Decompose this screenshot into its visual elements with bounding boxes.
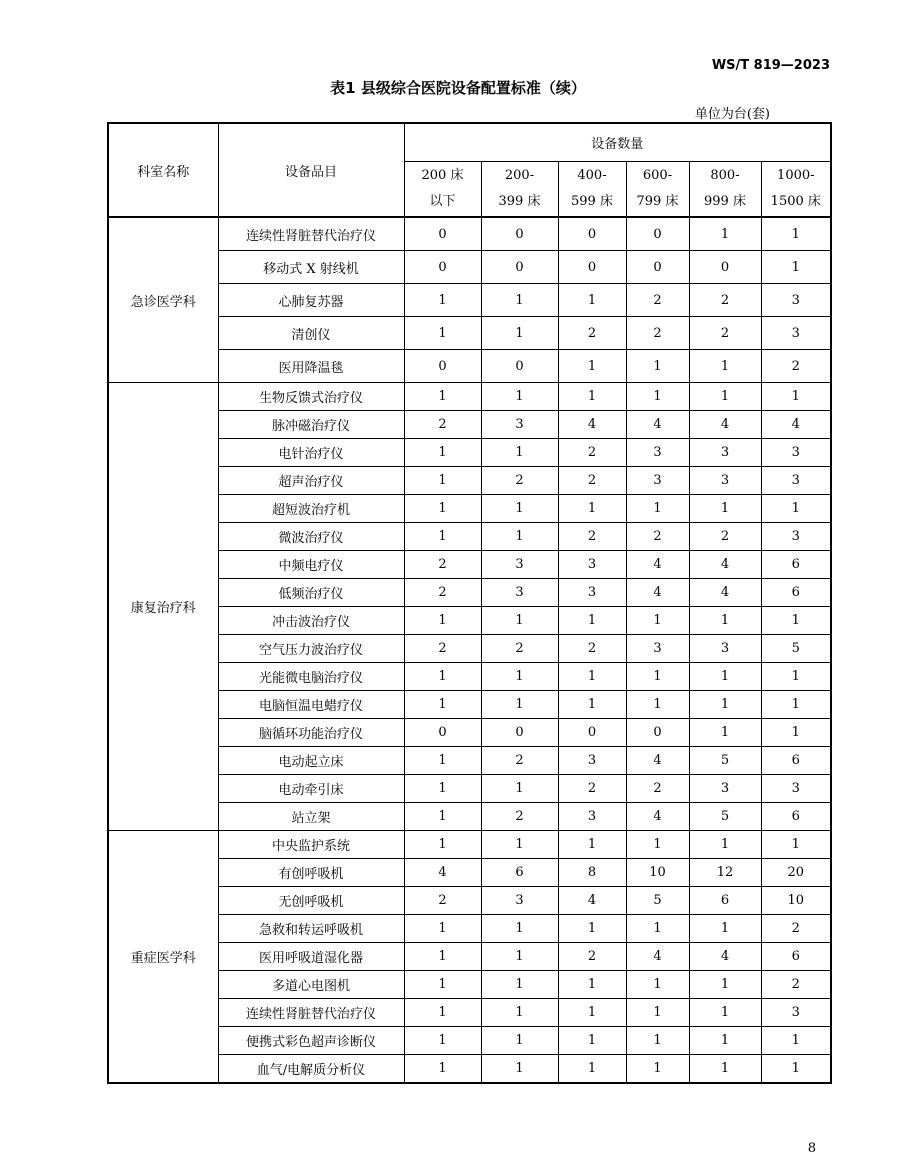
quantity-cell: 1	[626, 691, 689, 719]
quantity-cell: 1	[558, 663, 626, 691]
quantity-cell: 1	[689, 495, 761, 523]
header-bed-range-line: 799 床	[636, 194, 679, 209]
quantity-cell: 2	[558, 317, 626, 350]
header-item: 设备品目	[218, 123, 404, 217]
quantity-cell: 1	[481, 439, 558, 467]
quantity-cell: 1	[481, 775, 558, 803]
quantity-cell: 4	[761, 411, 831, 439]
header-bed-range-line: 1000-	[777, 168, 815, 183]
item-cell: 无创呼吸机	[218, 887, 404, 915]
quantity-cell: 1	[689, 607, 761, 635]
quantity-cell: 3	[481, 579, 558, 607]
quantity-cell: 3	[558, 551, 626, 579]
quantity-cell: 0	[481, 217, 558, 251]
quantity-cell: 2	[626, 284, 689, 317]
quantity-cell: 6	[761, 579, 831, 607]
quantity-cell: 1	[626, 607, 689, 635]
quantity-cell: 1	[626, 350, 689, 383]
quantity-cell: 2	[626, 317, 689, 350]
quantity-cell: 1	[761, 495, 831, 523]
quantity-cell: 1	[481, 691, 558, 719]
page-number: 8	[807, 1141, 816, 1156]
header-bed-range	[626, 162, 689, 218]
quantity-cell: 1	[626, 495, 689, 523]
quantity-cell: 1	[689, 663, 761, 691]
quantity-cell: 1	[626, 1027, 689, 1055]
quantity-cell: 2	[689, 284, 761, 317]
quantity-cell: 2	[558, 439, 626, 467]
quantity-cell: 1	[404, 803, 481, 831]
item-cell: 电动起立床	[218, 747, 404, 775]
quantity-cell: 1	[626, 383, 689, 411]
quantity-cell: 1	[404, 943, 481, 971]
quantity-cell: 0	[626, 251, 689, 284]
quantity-cell: 2	[761, 915, 831, 943]
quantity-cell: 1	[761, 607, 831, 635]
item-cell: 超短波治疗机	[218, 495, 404, 523]
quantity-cell: 1	[481, 831, 558, 859]
quantity-cell: 1	[558, 284, 626, 317]
quantity-cell: 1	[761, 719, 831, 747]
quantity-cell: 2	[481, 635, 558, 663]
quantity-cell: 3	[558, 579, 626, 607]
quantity-cell: 2	[689, 523, 761, 551]
quantity-cell: 1	[404, 284, 481, 317]
quantity-cell: 1	[481, 999, 558, 1027]
quantity-cell: 0	[558, 217, 626, 251]
header-bed-range-line: 200 床	[421, 168, 464, 183]
quantity-cell: 0	[626, 719, 689, 747]
quantity-cell: 3	[689, 775, 761, 803]
header-bed-range-line: 999 床	[704, 194, 746, 209]
quantity-cell: 3	[558, 803, 626, 831]
quantity-cell: 1	[404, 691, 481, 719]
quantity-cell: 1	[404, 831, 481, 859]
header-bed-range	[558, 162, 626, 218]
quantity-cell: 1	[481, 607, 558, 635]
table-row	[108, 383, 831, 411]
quantity-cell: 2	[626, 775, 689, 803]
quantity-cell: 1	[558, 1027, 626, 1055]
quantity-cell: 3	[481, 887, 558, 915]
item-cell: 脑循环功能治疗仪	[218, 719, 404, 747]
quantity-cell: 1	[626, 915, 689, 943]
table-row	[108, 831, 831, 859]
quantity-cell: 3	[689, 467, 761, 495]
quantity-cell: 10	[626, 859, 689, 887]
quantity-cell: 4	[626, 411, 689, 439]
header-bed-range	[689, 162, 761, 218]
quantity-cell: 3	[761, 523, 831, 551]
quantity-cell: 1	[404, 999, 481, 1027]
item-cell: 医用降温毯	[218, 350, 404, 383]
quantity-cell: 1	[558, 350, 626, 383]
quantity-cell: 1	[404, 495, 481, 523]
item-cell: 移动式 X 射线机	[218, 251, 404, 284]
quantity-cell: 1	[761, 691, 831, 719]
item-cell: 中央监护系统	[218, 831, 404, 859]
item-cell: 生物反馈式治疗仪	[218, 383, 404, 411]
quantity-cell: 1	[761, 663, 831, 691]
quantity-cell: 1	[404, 1055, 481, 1084]
quantity-cell: 2	[481, 803, 558, 831]
quantity-cell: 4	[626, 579, 689, 607]
quantity-cell: 2	[404, 579, 481, 607]
header-quantity: 设备数量	[404, 123, 831, 162]
quantity-cell: 0	[404, 350, 481, 383]
header-bed-range-line: 以下	[429, 194, 456, 209]
quantity-cell: 3	[626, 439, 689, 467]
quantity-cell: 2	[626, 523, 689, 551]
quantity-cell: 1	[558, 999, 626, 1027]
header-bed-range-line: 1500 床	[770, 194, 821, 209]
quantity-cell: 3	[626, 635, 689, 663]
quantity-cell: 2	[558, 523, 626, 551]
quantity-cell: 3	[761, 775, 831, 803]
quantity-cell: 4	[689, 579, 761, 607]
quantity-cell: 1	[689, 383, 761, 411]
quantity-cell: 1	[404, 439, 481, 467]
item-cell: 清创仪	[218, 317, 404, 350]
quantity-cell: 6	[761, 551, 831, 579]
quantity-cell: 1	[761, 1055, 831, 1084]
quantity-cell: 1	[558, 607, 626, 635]
item-cell: 便携式彩色超声诊断仪	[218, 1027, 404, 1055]
quantity-cell: 1	[481, 971, 558, 999]
unit-note: 单位为台(套)	[694, 107, 770, 122]
quantity-cell: 4	[558, 411, 626, 439]
item-cell: 连续性肾脏替代治疗仪	[218, 217, 404, 251]
item-cell: 微波治疗仪	[218, 523, 404, 551]
quantity-cell: 0	[558, 251, 626, 284]
header-bed-range-line: 599 床	[571, 194, 613, 209]
item-cell: 光能微电脑治疗仪	[218, 663, 404, 691]
item-cell: 空气压力波治疗仪	[218, 635, 404, 663]
quantity-cell: 1	[626, 999, 689, 1027]
quantity-cell: 6	[689, 887, 761, 915]
quantity-cell: 1	[558, 915, 626, 943]
quantity-cell: 1	[481, 523, 558, 551]
quantity-cell: 1	[626, 663, 689, 691]
quantity-cell: 1	[404, 747, 481, 775]
quantity-cell: 1	[404, 775, 481, 803]
quantity-cell: 1	[558, 495, 626, 523]
quantity-cell: 2	[481, 467, 558, 495]
quantity-cell: 4	[626, 747, 689, 775]
quantity-cell: 1	[761, 1027, 831, 1055]
quantity-cell: 1	[689, 350, 761, 383]
quantity-cell: 3	[626, 467, 689, 495]
item-cell: 站立架	[218, 803, 404, 831]
quantity-cell: 6	[761, 747, 831, 775]
quantity-cell: 1	[481, 495, 558, 523]
quantity-cell: 5	[689, 803, 761, 831]
header-bed-range-line: 399 床	[498, 194, 541, 209]
quantity-cell: 4	[626, 943, 689, 971]
quantity-cell: 2	[481, 747, 558, 775]
quantity-cell: 1	[481, 915, 558, 943]
quantity-cell: 1	[404, 915, 481, 943]
table-title: 表1 县级综合医院设备配置标准（续）	[330, 79, 586, 97]
item-cell: 连续性肾脏替代治疗仪	[218, 999, 404, 1027]
quantity-cell: 2	[404, 635, 481, 663]
header-bed-range	[404, 162, 481, 218]
quantity-cell: 1	[481, 663, 558, 691]
header-department: 科室名称	[108, 123, 218, 217]
quantity-cell: 1	[404, 663, 481, 691]
quantity-cell: 4	[404, 859, 481, 887]
item-cell: 中频电疗仪	[218, 551, 404, 579]
quantity-cell: 1	[689, 691, 761, 719]
quantity-cell: 2	[558, 943, 626, 971]
quantity-cell: 1	[761, 251, 831, 284]
quantity-cell: 20	[761, 859, 831, 887]
quantity-cell: 1	[626, 1055, 689, 1084]
department-cell: 康复治疗科	[108, 383, 218, 831]
quantity-cell: 2	[558, 467, 626, 495]
quantity-cell: 1	[761, 217, 831, 251]
quantity-cell: 1	[404, 467, 481, 495]
item-cell: 电脑恒温电蜡疗仪	[218, 691, 404, 719]
quantity-cell: 1	[761, 383, 831, 411]
quantity-cell: 1	[689, 1055, 761, 1084]
quantity-cell: 8	[558, 859, 626, 887]
item-cell: 医用呼吸道湿化器	[218, 943, 404, 971]
quantity-cell: 1	[481, 317, 558, 350]
quantity-cell: 1	[404, 523, 481, 551]
quantity-cell: 5	[761, 635, 831, 663]
quantity-cell: 3	[761, 467, 831, 495]
quantity-cell: 1	[689, 915, 761, 943]
item-cell: 冲击波治疗仪	[218, 607, 404, 635]
quantity-cell: 1	[626, 971, 689, 999]
quantity-cell: 2	[558, 775, 626, 803]
quantity-cell: 2	[761, 350, 831, 383]
quantity-cell: 1	[481, 284, 558, 317]
quantity-cell: 1	[558, 383, 626, 411]
quantity-cell: 3	[689, 635, 761, 663]
quantity-cell: 2	[689, 317, 761, 350]
quantity-cell: 3	[761, 439, 831, 467]
quantity-cell: 5	[689, 747, 761, 775]
quantity-cell: 3	[761, 999, 831, 1027]
quantity-cell: 0	[481, 719, 558, 747]
quantity-cell: 4	[626, 551, 689, 579]
item-cell: 低频治疗仪	[218, 579, 404, 607]
quantity-cell: 3	[481, 411, 558, 439]
quantity-cell: 6	[761, 943, 831, 971]
quantity-cell: 1	[481, 1055, 558, 1084]
quantity-cell: 6	[761, 803, 831, 831]
quantity-cell: 2	[558, 635, 626, 663]
quantity-cell: 4	[626, 803, 689, 831]
quantity-cell: 1	[761, 831, 831, 859]
quantity-cell: 4	[689, 943, 761, 971]
item-cell: 电动牵引床	[218, 775, 404, 803]
item-cell: 心肺复苏器	[218, 284, 404, 317]
quantity-cell: 1	[689, 831, 761, 859]
quantity-cell: 1	[404, 971, 481, 999]
header-bed-range-line: 600-	[642, 168, 673, 183]
quantity-cell: 1	[689, 217, 761, 251]
quantity-cell: 1	[558, 971, 626, 999]
quantity-cell: 1	[689, 1027, 761, 1055]
quantity-cell: 1	[404, 383, 481, 411]
quantity-cell: 0	[481, 251, 558, 284]
quantity-cell: 1	[481, 1027, 558, 1055]
quantity-cell: 4	[689, 411, 761, 439]
item-cell: 电针治疗仪	[218, 439, 404, 467]
item-cell: 急救和转运呼吸机	[218, 915, 404, 943]
department-cell: 重症医学科	[108, 831, 218, 1084]
quantity-cell: 2	[404, 887, 481, 915]
quantity-cell: 0	[404, 719, 481, 747]
quantity-cell: 0	[481, 350, 558, 383]
quantity-cell: 3	[689, 439, 761, 467]
item-cell: 多道心电图机	[218, 971, 404, 999]
quantity-cell: 4	[558, 887, 626, 915]
quantity-cell: 0	[558, 719, 626, 747]
item-cell: 脉冲磁治疗仪	[218, 411, 404, 439]
quantity-cell: 1	[481, 383, 558, 411]
item-cell: 有创呼吸机	[218, 859, 404, 887]
department-cell: 急诊医学科	[108, 217, 218, 383]
quantity-cell: 1	[626, 831, 689, 859]
standard-code: WS/T 819—2023	[711, 58, 830, 73]
quantity-cell: 3	[761, 317, 831, 350]
quantity-cell: 1	[558, 691, 626, 719]
equipment-table	[107, 122, 832, 1084]
quantity-cell: 1	[404, 317, 481, 350]
header-bed-range	[481, 162, 558, 218]
quantity-cell: 3	[558, 747, 626, 775]
quantity-cell: 2	[404, 411, 481, 439]
quantity-cell: 0	[689, 251, 761, 284]
quantity-cell: 3	[481, 551, 558, 579]
quantity-cell: 12	[689, 859, 761, 887]
quantity-cell: 2	[761, 971, 831, 999]
quantity-cell: 0	[404, 217, 481, 251]
quantity-cell: 1	[689, 999, 761, 1027]
quantity-cell: 5	[626, 887, 689, 915]
header-bed-range-line: 800-	[710, 168, 740, 183]
header-bed-range-line: 400-	[577, 168, 607, 183]
item-cell: 血气/电解质分析仪	[218, 1055, 404, 1084]
quantity-cell: 1	[558, 1055, 626, 1084]
quantity-cell: 1	[404, 1027, 481, 1055]
header-bed-range-line: 200-	[504, 168, 535, 183]
quantity-cell: 10	[761, 887, 831, 915]
quantity-cell: 1	[404, 607, 481, 635]
quantity-cell: 1	[481, 943, 558, 971]
quantity-cell: 1	[689, 719, 761, 747]
quantity-cell: 3	[761, 284, 831, 317]
item-cell: 超声治疗仪	[218, 467, 404, 495]
quantity-cell: 6	[481, 859, 558, 887]
header-bed-range	[761, 162, 831, 218]
quantity-cell: 1	[558, 831, 626, 859]
quantity-cell: 0	[626, 217, 689, 251]
table-row	[108, 217, 831, 251]
quantity-cell: 4	[689, 551, 761, 579]
quantity-cell: 1	[689, 971, 761, 999]
quantity-cell: 0	[404, 251, 481, 284]
quantity-cell: 2	[404, 551, 481, 579]
